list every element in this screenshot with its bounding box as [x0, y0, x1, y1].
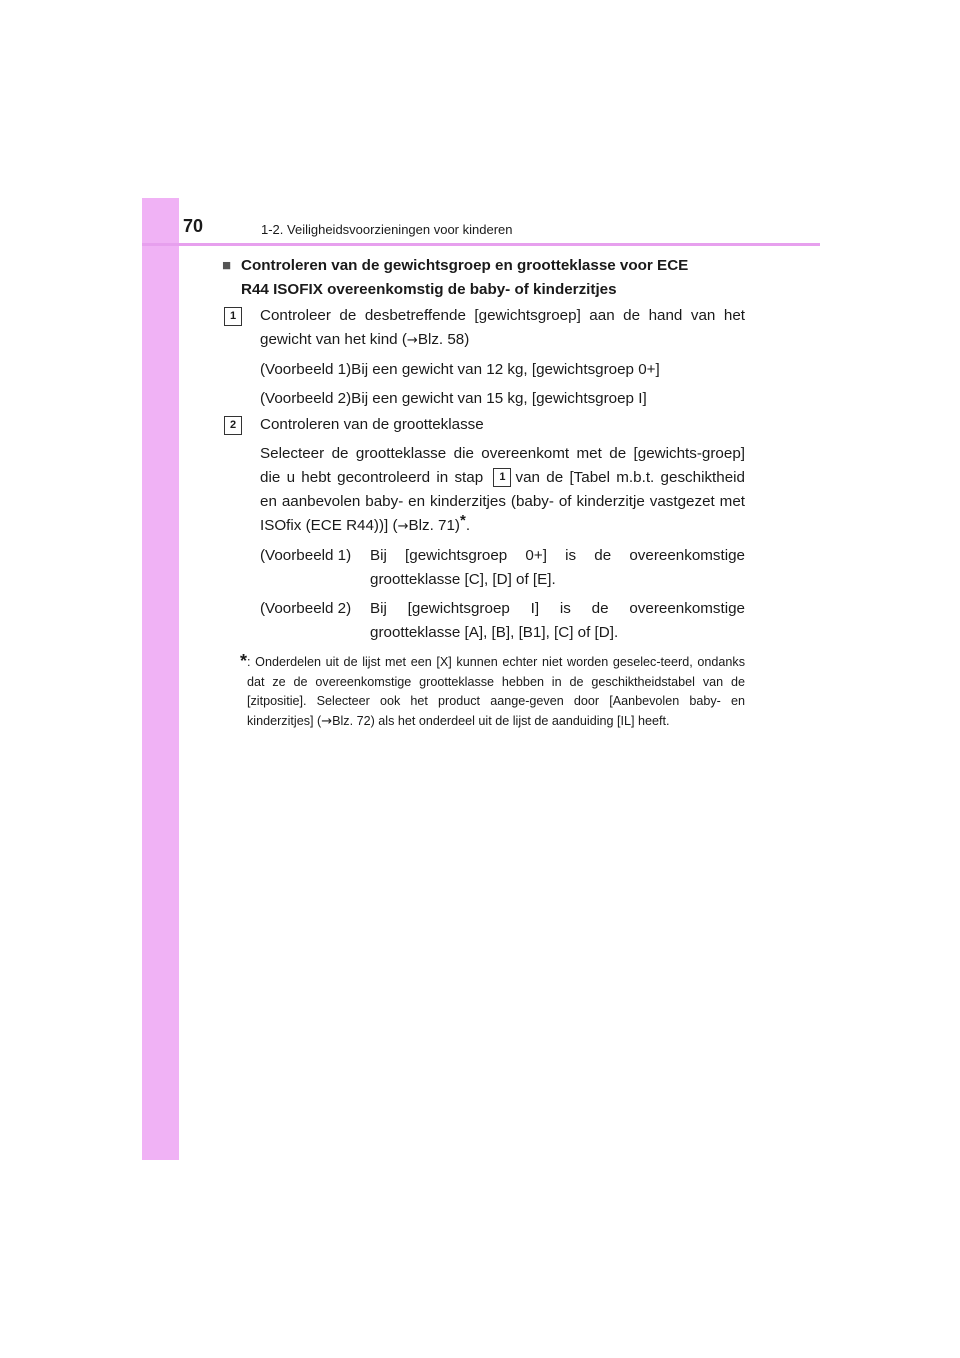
step-1-example-2: (Voorbeeld 2)Bij een gewicht van 15 kg, [gewichtsgroep I]: [260, 390, 647, 407]
page-content: [222, 254, 745, 731]
step-2-number: 2: [224, 416, 242, 435]
step-1: [222, 304, 745, 411]
heading-line-1: Controleren van de gewichtsgroep en grootteklasse voor ECE: [241, 257, 689, 274]
step-1-reference-badge: 1: [493, 468, 511, 487]
footnote: * : Onderdelen uit de lijst met een [X] kunnen echter niet worden geselec-teerd, ondanks dat ze de overeenkomstige grootteklasse hebben in de geschiktheidstabel van de [zitpositie]. Selecteer ook het product aange-geven door [Aanbevolen baby- en kinderzitjes] (→Blz. 72) als het onderdeel uit de lijst de aanduiding [IL] heeft.: [240, 651, 745, 729]
section-title: 1-2. Veiligheidsvoorzieningen voor kinderen: [261, 222, 513, 237]
heading-line-2: R44 ISOFIX overeenkomstig de baby- of kinderzitjes: [241, 281, 617, 298]
step-1-example-1: (Voorbeeld 1)Bij een gewicht van 12 kg, [gewichtsgroep 0+]: [260, 361, 660, 378]
page-number: 70: [183, 216, 204, 236]
example-2-label: (Voorbeeld 2): [260, 600, 352, 617]
example-1-text: Bij [gewichtsgroep 0+] is de overeenkomstige grootteklasse [C], [D] of [E].: [370, 547, 745, 588]
example-2-line-1: Bij [gewichtsgroep I] is de overeenkomstige: [370, 600, 745, 617]
page-ref-58[interactable]: Blz. 58): [417, 331, 470, 348]
page-ref-72[interactable]: Blz. 72) als het onderdeel uit de lijst de aanduiding [IL] heeft.: [332, 713, 670, 728]
footnote-star: *: [240, 651, 248, 671]
step-1-text: Controleer de desbetreffende [gewichtsgroep] aan de hand van het gewicht van het kind (→Blz. 58): [260, 307, 745, 348]
arrow-right-icon: →: [406, 333, 418, 348]
arrow-right-icon: →: [397, 519, 409, 534]
step-1-number: 1: [224, 307, 242, 326]
arrow-right-icon: →: [321, 713, 333, 729]
page-ref-71[interactable]: Blz. 71): [408, 517, 460, 534]
step-2-title: Controleren van de grootteklasse: [260, 416, 484, 433]
section-heading: [222, 254, 745, 302]
side-tab-bar: [142, 198, 179, 1160]
step-2-example-2: [260, 597, 745, 645]
step-2-text: Selecteer de grootteklasse die overeenkomt met de [gewichts-groep] die u hebt gecontroleerd in stap 1 van de [Tabel m.b.t. geschiktheid en aanbevolen baby- en kinderzitjes (baby- of kinderzitje vastgezet met ISOfix (ECE R44))] (→Blz. 71)*.: [260, 445, 745, 534]
step-2-example-1: [260, 544, 745, 592]
step-2: [222, 413, 745, 645]
example-1-label: (Voorbeeld 1): [260, 547, 352, 564]
footnote-star-marker: *: [459, 512, 466, 529]
square-bullet-icon: ■: [222, 257, 232, 274]
example-2-line-2: grootteklasse [A], [B], [B1], [C] of [D].: [370, 624, 619, 641]
header-rule: [142, 243, 820, 246]
